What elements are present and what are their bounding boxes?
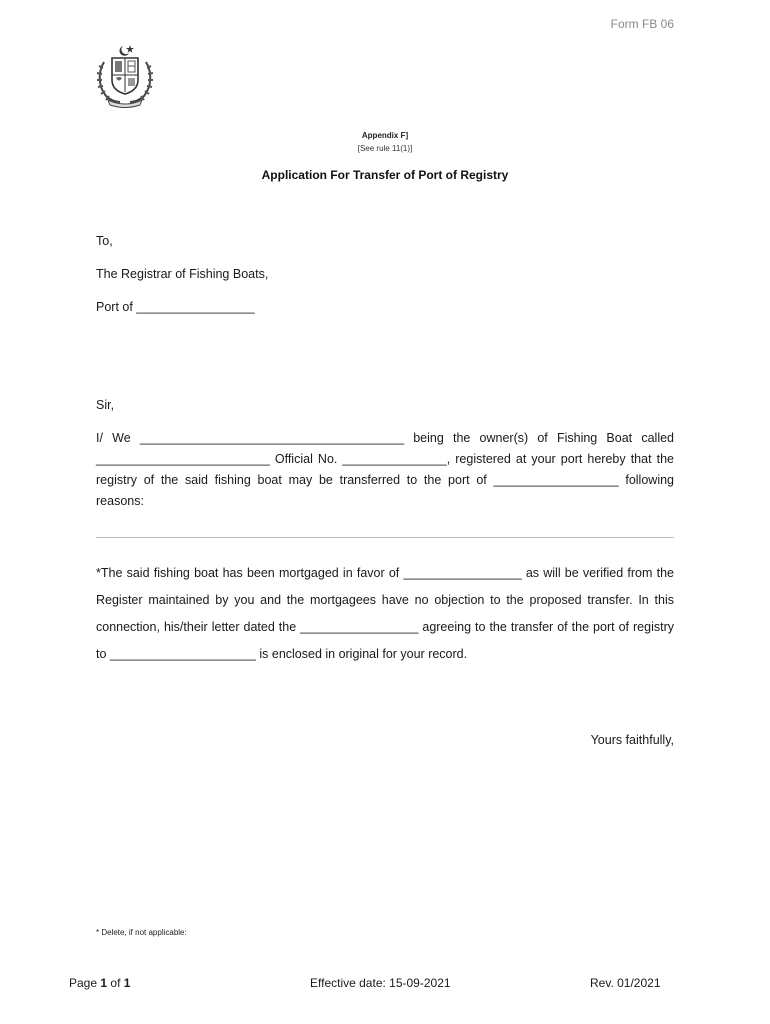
footer-revision: Rev. 01/2021 (590, 976, 661, 990)
rule-reference: [See rule 11(1)] (357, 144, 413, 153)
page-label: Page (69, 976, 98, 990)
footer-effective-date: Effective date: 15-09-2021 (310, 976, 451, 990)
body-paragraph-ownership: I/ We ______________________________________ being the owner(s) of Fishing Boat called _________________________ Official No. _______________, registered at your port hereby that the registry of the said fishing boat may be transferred to the port of __________________ following reasons: (96, 431, 674, 508)
body-paragraph-mortgage: *The said fishing boat has been mortgaged in favor of _________________ as will be verified from the Register maintained by you and the mortgagees have no objection to the proposed transfer. In this connection, his/their letter dated the _________________ agreeing to the transfer of the port of registry to _____________________ is enclosed in original for your record. (96, 566, 674, 661)
footer-page-number (69, 976, 130, 990)
address-port: Port of _________________ (96, 300, 255, 314)
document-title: Application For Transfer of Port of Registry (261, 168, 509, 182)
address-registrar: The Registrar of Fishing Boats, (96, 267, 269, 281)
page-current: 1 (100, 976, 108, 990)
address-to: To, (96, 234, 113, 248)
state-emblem-icon (94, 42, 156, 108)
footnote: * Delete, if not applicable: (96, 928, 187, 937)
section-divider (96, 537, 674, 538)
form-code: Form FB 06 (610, 17, 674, 31)
salutation: Sir, (96, 398, 115, 412)
page-of: of (110, 976, 121, 990)
page-total: 1 (123, 976, 131, 990)
closing-signoff: Yours faithfully, (590, 733, 674, 747)
appendix-label: Appendix F] (361, 131, 409, 140)
